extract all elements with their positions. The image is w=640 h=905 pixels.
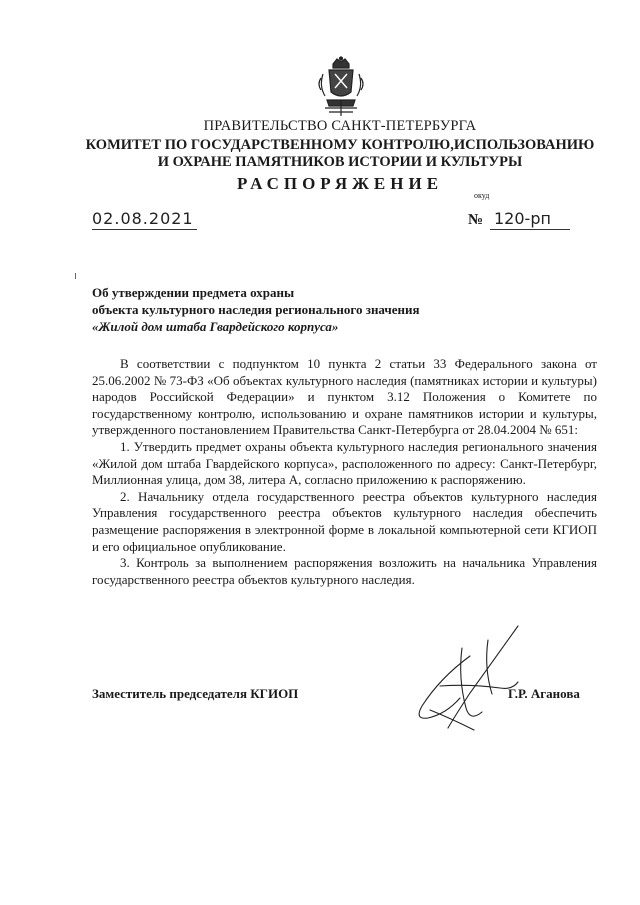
committee-title-line1: КОМИТЕТ ПО ГОСУДАРСТВЕННОМУ КОНТРОЛЮ,ИСПОЛЬЗОВАНИЮ	[85, 137, 595, 153]
number-label: №	[468, 212, 484, 228]
committee-title	[0, 137, 640, 171]
okud-label: окуд	[474, 191, 490, 200]
clause-3: 3. Контроль за выполнением распоряжения возложить на начальника Управления государственного реестра объектов культурного наследия.	[92, 555, 597, 587]
margin-mark	[75, 273, 76, 279]
subject-line3: «Жилой дом штаба Гвардейского корпуса»	[92, 319, 339, 334]
handwritten-signature	[400, 618, 540, 738]
document-date: 02.08.2021	[92, 209, 197, 230]
government-title: ПРАВИТЕЛЬСТВО САНКТ-ПЕТЕРБУРГА	[203, 118, 477, 134]
document-subject	[92, 284, 452, 335]
subject-line2: объекта культурного наследия регионального значения	[92, 302, 420, 317]
subject-line1: Об утверждении предмета охраны	[92, 285, 295, 300]
signatory-position: Заместитель председателя КГИОП	[92, 686, 299, 701]
document-number: 120-рп	[490, 209, 570, 230]
preamble-paragraph: В соответствии с подпунктом 10 пункта 2 статьи 33 Федерального закона от 25.06.2002 № 73-ФЗ «Об объектах культурного наследия (памятниках истории и культуры) народов Российской Федерации» и пунктом 3.12 Положения о Комитете по государственному контролю, использованию и охране памятников истории и культуры, утвержденного постановлением Правительства Санкт-Петербурга от 28.04.2004 № 651:	[92, 356, 597, 438]
clause-2: 2. Начальнику отдела государственного реестра объектов культурного наследия Управления государственного реестра объектов культурного наследия обеспечить размещение распоряжения в электронной форме в локальной компьютерной сети КГИОП и его официальное опубликование.	[92, 488, 597, 554]
signatory-name: Г.Р. Аганова	[508, 686, 580, 701]
committee-title-line2: И ОХРАНЕ ПАМЯТНИКОВ ИСТОРИИ И КУЛЬТУРЫ	[157, 154, 523, 170]
document-type: РАСПОРЯЖЕНИЕ	[236, 174, 444, 193]
coat-of-arms-icon	[315, 56, 367, 118]
document-body	[92, 356, 597, 588]
clause-1: 1. Утвердить предмет охраны объекта культурного наследия регионального значения «Жилой дом штаба Гвардейского корпуса», расположенного по адресу: Санкт-Петербург, Миллионная улица, дом 38, литера А, согласно приложению к распоряжению.	[92, 438, 597, 488]
